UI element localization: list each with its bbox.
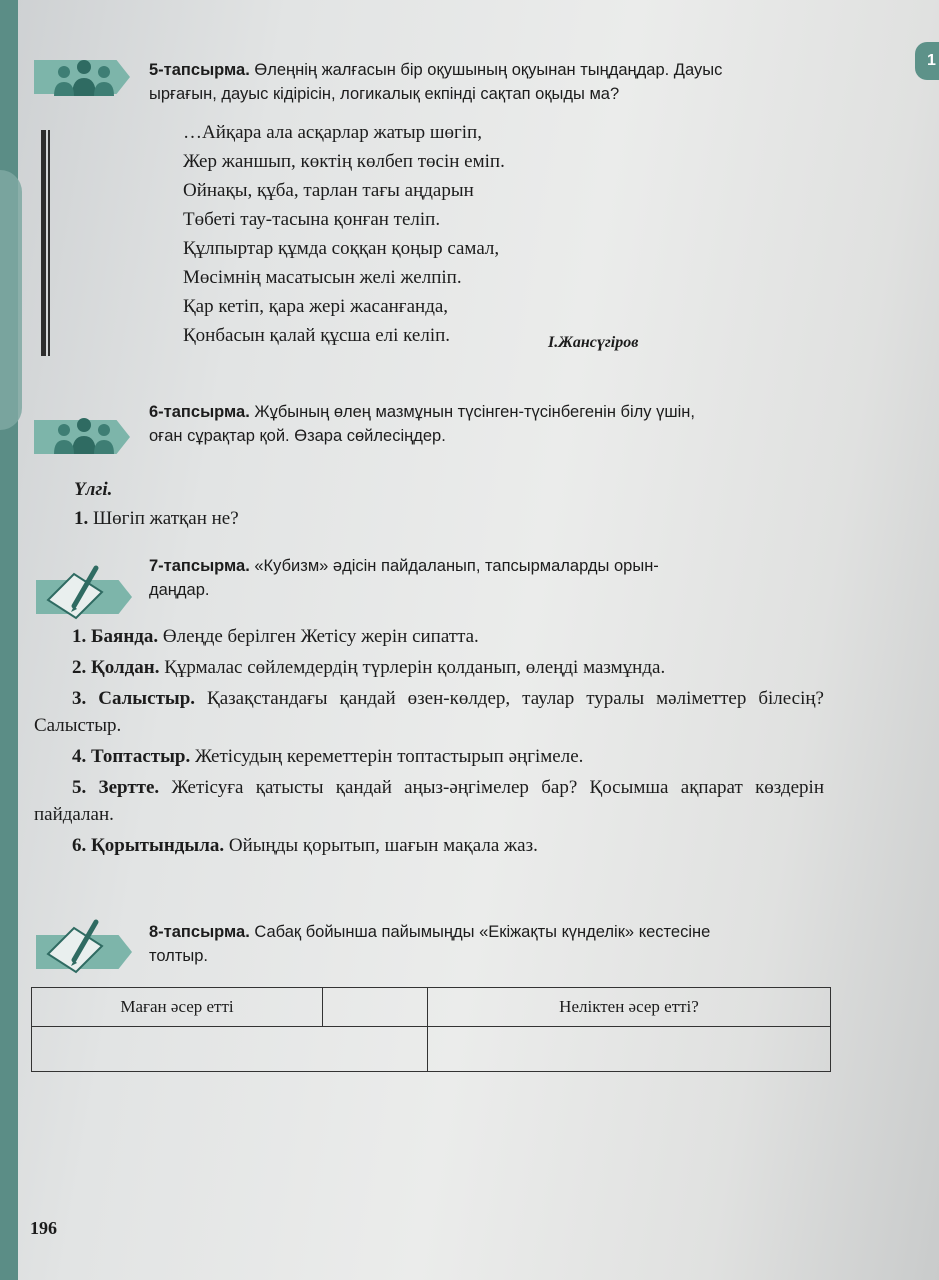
item-number: 4.	[72, 746, 91, 767]
list-item	[34, 685, 824, 739]
example-number: 1.	[74, 508, 89, 529]
task6-heading	[149, 400, 695, 448]
poem-line: Құлпыртар құмда соққан қоңыр самал,	[183, 238, 500, 259]
list-item	[34, 654, 824, 681]
double-entry-diary-table	[31, 987, 831, 1072]
item-key: Қолдан.	[91, 657, 160, 678]
pen-writing-icon	[44, 562, 110, 620]
item-text: Қазақстандағы қандай өзен-көлдер, таулар туралы мәліметтер білесің? Салыстыр.	[34, 688, 824, 736]
poem-line: Төбеті тау-тасына қонған теліп.	[183, 209, 441, 230]
table-header-spacer	[323, 988, 428, 1027]
item-key: Салыстыр.	[98, 688, 196, 709]
task7-heading	[149, 554, 829, 602]
table-row	[32, 1027, 831, 1072]
chapter-tab: 1	[915, 42, 939, 80]
item-text: Өлеңде берілген Жетісу жерін сипатта.	[158, 626, 479, 647]
item-key: Топтастыр.	[91, 746, 191, 767]
poem-author: І.Жансүгіров	[548, 334, 639, 351]
decorative-ornament	[0, 170, 22, 430]
task8-heading	[149, 920, 710, 968]
poem-line: Қонбасын қалай құсша елі келіп.	[183, 325, 451, 346]
list-item	[34, 623, 824, 650]
table-cell-1[interactable]	[32, 1027, 428, 1072]
task6-label: 6-тапсырма.	[149, 403, 250, 421]
poem-line: Мөсімнің масатысын желі желпіп.	[183, 267, 462, 288]
item-text: Ойыңды қорытып, шағын мақала жаз.	[224, 835, 538, 856]
item-number: 3.	[72, 688, 99, 709]
task8-label: 8-тапсырма.	[149, 923, 250, 941]
list-item	[34, 743, 824, 770]
task7-items	[34, 623, 824, 863]
table-header-row	[32, 988, 831, 1027]
task5-text-1: Өлеңнің жалғасын бір оқушының оқуынан тыңдаңдар. Дауыс	[249, 61, 723, 79]
poem-bar-thin	[48, 130, 50, 356]
task7-text-1: «Кубизм» әдісін пайдаланып, тапсырмаларды орын-	[249, 557, 659, 575]
task7-label: 7-тапсырма.	[149, 557, 250, 575]
item-key: Қорытындыла.	[91, 835, 225, 856]
example-label: Үлгі.	[74, 479, 113, 500]
item-key: Зертте.	[98, 777, 160, 798]
poem	[183, 118, 505, 350]
item-number: 2.	[72, 657, 91, 678]
task7-text-2: даңдар.	[149, 581, 210, 599]
item-number: 6.	[72, 835, 91, 856]
item-number: 5.	[72, 777, 99, 798]
example-question	[74, 508, 239, 530]
item-text: Жетісуға қатысты қандай аңыз-әңгімелер бар? Қосымша ақпарат көздерін пайдалан.	[34, 777, 825, 825]
poem-line: Жер жаншып, көктің көлбеп төсін еміп.	[183, 151, 505, 172]
task6-text-1: Жұбының өлең мазмұнын түсінген-түсінбегенін білу үшін,	[249, 403, 695, 421]
item-key: Баянда.	[91, 626, 159, 647]
poem-line: …Айқара ала асқарлар жатыр шөгіп,	[183, 122, 482, 143]
group-people-icon	[52, 412, 116, 458]
task5-heading	[149, 58, 722, 106]
task8-text-1: Сабақ бойынша пайымыңды «Екіжақты күнделік» кестесіне	[249, 923, 711, 941]
task5-text-2: ырғағын, дауыс кідірісін, логикалық екпінді сақтап оқыды ма?	[149, 85, 620, 103]
list-item	[34, 832, 824, 859]
item-text: Жетісудың кереметтерін топтастырып әңгімеле.	[190, 746, 584, 767]
group-people-icon	[52, 54, 116, 100]
poem-line: Ойнақы, құба, тарлан тағы аңдарын	[183, 180, 474, 201]
example-question-text: Шөгіп жатқан не?	[88, 508, 239, 529]
page-number: 196	[30, 1218, 57, 1238]
table-header-1: Маған әсер етті	[32, 988, 323, 1027]
table-cell-2[interactable]	[428, 1027, 831, 1072]
task6-text-2: оған сұрақтар қой. Өзара сөйлесіңдер.	[149, 427, 446, 445]
list-item	[34, 774, 824, 828]
poem-bar	[41, 130, 46, 356]
poem-line: Қар кетіп, қара жері жасанғанда,	[183, 296, 449, 317]
item-number: 1.	[72, 626, 91, 647]
table-header-2: Неліктен әсер етті?	[428, 988, 831, 1027]
pen-writing-icon	[44, 916, 110, 974]
item-text: Құрмалас сөйлемдердің түрлерін қолданып, өлеңді мазмұнда.	[159, 657, 666, 678]
task5-label: 5-тапсырма.	[149, 61, 250, 79]
task8-text-2: толтыр.	[149, 947, 208, 965]
